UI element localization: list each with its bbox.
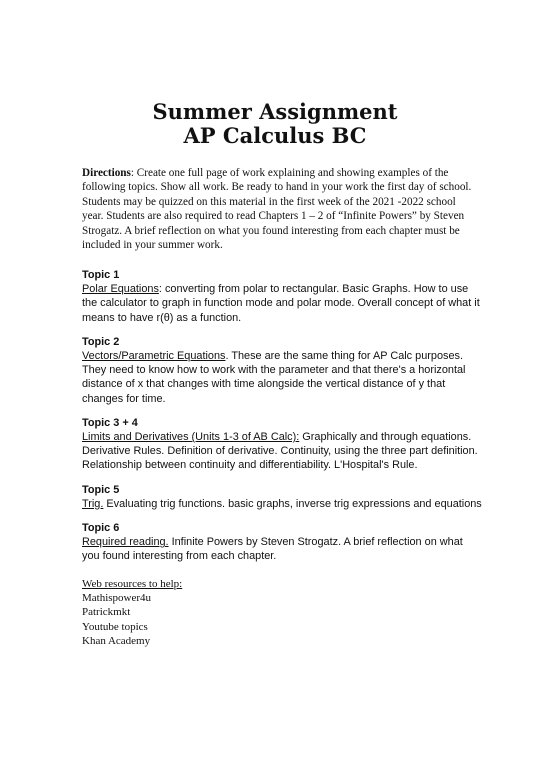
resource-item: Mathispower4u [82,592,152,605]
topic-link: Limits and Derivatives (Units 1-3 of AB Calc): [82,431,300,444]
page-title: Summer Assignment [152,99,398,124]
resources-heading: Web resources to help: [82,578,183,590]
directions-paragraph [82,166,474,252]
topic-link: Required reading. [82,536,169,549]
topic-body: . These are the same thing for AP Calc purposes. They need to know how to work with the parameter and that there's a horizontal distance of x that changes with time alongside the vertical distance of y that changes for time. [82,350,466,405]
topic-3-4 [82,416,482,473]
topics-list [82,268,482,574]
topic-body: Graphically and through equations. Derivative Rules. Definition of derivative. Continuity, using the three part definition. Relationship between continuity and differentiability. L'Hospital's Rule. [82,431,478,472]
page-subtitle: AP Calculus BC [183,123,367,148]
resource-item: Patrickmkt [82,606,131,619]
topic-body: Evaluating trig functions. basic graphs, inverse trig expressions and equations [103,497,482,510]
topic-6 [82,521,482,564]
topic-body: Infinite Powers by Steven Strogatz. A brief reflection on what you found interesting from each chapter. [82,536,463,563]
topic-1 [82,268,482,325]
title-block [0,100,550,148]
topic-body: : converting from polar to rectangular. Basic Graphs. How to use the calculator to graph in function mode and polar mode. Overall concept of what it means to have r(θ) as a function. [82,283,480,324]
resource-item: Khan Academy [82,634,151,647]
topic-link: Trig. [82,497,104,510]
topic-link: Vectors/Parametric Equations [82,350,226,363]
topic-5 [82,483,482,511]
topic-heading: Topic 5 [82,483,120,496]
topic-2 [82,335,482,406]
topic-heading: Topic 2 [82,335,120,348]
topic-heading: Topic 6 [82,522,120,535]
topic-heading: Topic 3 + 4 [82,416,138,429]
directions-text: : Create one full page of work explaining and showing examples of the following topics. Show all work. Be ready to hand in your work the first day of school. Students may be quizzed on this material in the first week of the 2021 -2022 school year. Students are also required to read Chapters 1 – 2 of “Infinite Powers” by Steven Strogatz. A brief reflection on what you found interesting from each chapter must be included in your summer work. [82,167,472,252]
web-resources [82,577,382,648]
directions-label: Directions [82,167,131,179]
resource-item: Youtube topics [82,620,148,633]
topic-link: Polar Equations [82,283,159,296]
topic-heading: Topic 1 [82,269,120,281]
